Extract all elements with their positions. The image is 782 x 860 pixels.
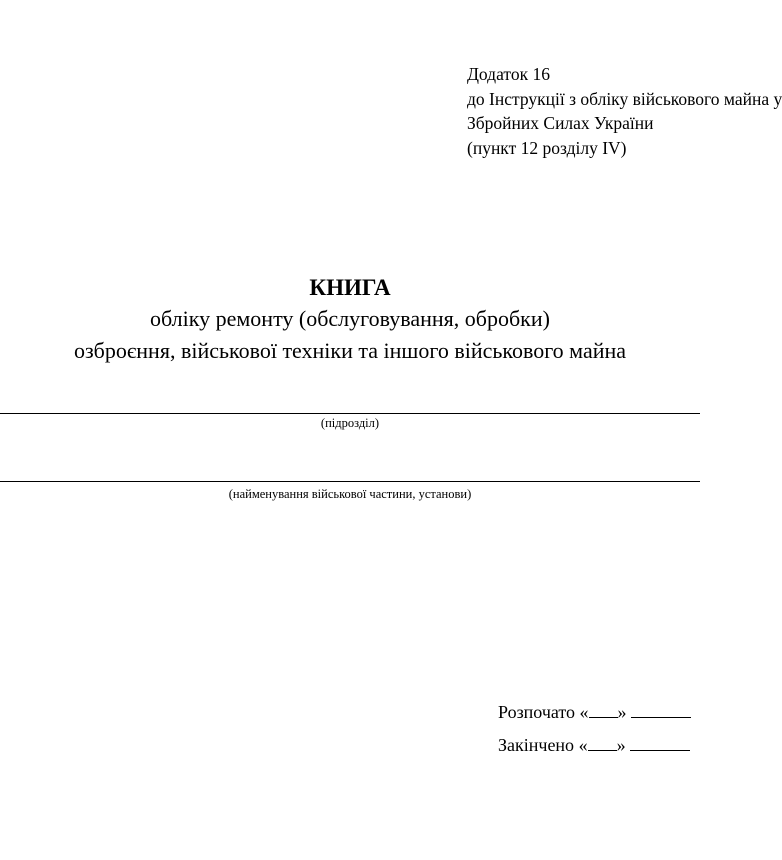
annex-clause: (пункт 12 розділу IV) xyxy=(467,137,627,158)
day-blank xyxy=(588,734,617,751)
month-blank xyxy=(631,701,691,718)
annex-reference xyxy=(467,62,782,160)
book-title: КНИГА xyxy=(309,275,391,300)
document-title xyxy=(0,273,700,367)
date-finished-label: Закінчено xyxy=(498,735,575,755)
date-started-row xyxy=(498,700,691,724)
day-blank xyxy=(589,701,618,718)
date-started-label: Розпочато xyxy=(498,702,576,722)
annex-instruction-ref: до Інструкції з обліку військового майна у xyxy=(467,88,782,109)
close-quote: » xyxy=(616,735,626,755)
open-quote: « xyxy=(579,702,589,722)
subdivision-line xyxy=(0,413,700,414)
subdivision-caption: (підрозділ) xyxy=(320,416,380,430)
book-subtitle-line2: озброєння, військової техніки та іншого військового майна xyxy=(73,338,627,363)
book-subtitle-line1: обліку ремонту (обслуговування, обробки) xyxy=(150,306,550,331)
annex-armed-forces: Збройних Силах України xyxy=(467,113,654,133)
date-finished-row xyxy=(498,733,690,757)
annex-number: Додаток 16 xyxy=(467,64,550,84)
unit-name-line xyxy=(0,481,700,482)
open-quote: « xyxy=(578,735,588,755)
unit-name-caption: (найменування військової частини, установи) xyxy=(228,487,472,501)
close-quote: » xyxy=(617,702,627,722)
month-blank xyxy=(630,734,690,751)
